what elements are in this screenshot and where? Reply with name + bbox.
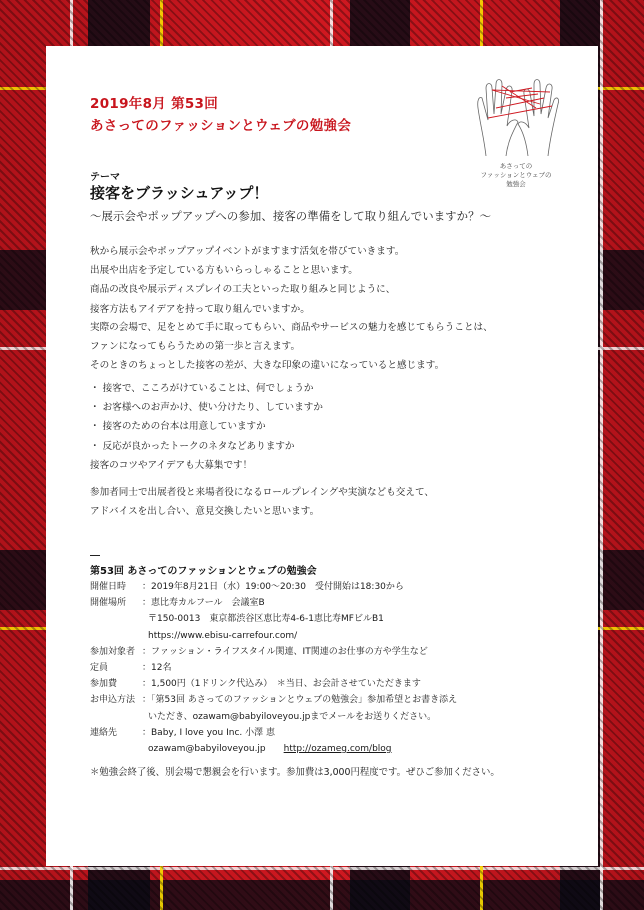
event-details [90, 579, 457, 757]
hands-illustration-icon [466, 68, 566, 160]
info-label: お申込方法 [90, 695, 136, 706]
info-value: ：Baby, I love you Inc. 小澤 恵 [142, 727, 275, 738]
theme-label: テーマ [90, 172, 120, 183]
info-row-contact-links [90, 741, 457, 757]
info-value: ：1,500円（1ドリンク代込み） ＊当日、お会計させていただきます [142, 679, 421, 690]
call-for-ideas: 接客のコツやアイデアも大募集です！ [90, 459, 253, 471]
intro-paragraph [90, 242, 404, 319]
info-row-fee [90, 676, 457, 692]
info-row-contact [90, 725, 457, 741]
logo-caption-line: あさっての [499, 162, 533, 170]
info-row-venue [90, 595, 457, 611]
logo-caption-line: ファッションとウェブの [480, 171, 552, 179]
info-value: いただき、ozawam@babyiloveyou.jpまでメールをお送りください。 [148, 711, 437, 722]
theme-subheading: 〜展示会やポップアップへの参加、接客の準備をして取り組んでいますか？〜 [90, 209, 492, 223]
info-label: 定員 [90, 663, 109, 674]
paragraph-line: 秋から展示会やポップアップイベントがますます活気を帯びていきます。 [90, 246, 405, 257]
info-value: ：2019年8月21日（水）19:00〜20:30 受付開始は18:30から [142, 582, 404, 592]
info-row-application [90, 692, 457, 708]
paragraph-line: 参加者同士で出展者役と来場者役になるロールプレイングや実演なども交えて、 [90, 487, 434, 498]
question-list [90, 379, 323, 475]
info-value: ：恵比寿カルフール 会議室B [142, 598, 265, 609]
info-label: 参加対象者 [90, 646, 136, 657]
info-row-venue-url [90, 628, 457, 644]
logo-caption-line: 勉強会 [506, 180, 526, 188]
info-label: 開催場所 [90, 598, 127, 609]
event-details-title: 第53回 あさってのファッションとウェブの勉強会 [90, 566, 317, 577]
paragraph-line: そのときのちょっとした接客の差が、大きな印象の違いになっていると感じます。 [90, 360, 445, 372]
info-value: 〒150-0013 東京都渋谷区恵比寿4-6-1恵比寿MFビルB1 [148, 614, 384, 625]
info-label: 連絡先 [90, 727, 118, 738]
info-row-address [90, 611, 457, 627]
paragraph-line: 接客方法もアイデアを持って取り組んでいますか。 [90, 303, 310, 315]
paragraph-line: 商品の改良や展示ディスプレイの工夫といった取り組みと同じように、 [90, 284, 396, 296]
paragraph-line: 出展や出店を予定している方もいらっしゃることと思います。 [90, 265, 358, 277]
theme-heading: 接客をブラッシュアップ！ [90, 184, 269, 202]
afterparty-note: ＊勉強会終了後、別会場で懇親会を行います。参加費は3,000円程度です。ぜひご参加ください。 [90, 767, 500, 778]
info-value: ：12名 [142, 663, 172, 674]
venue-paragraph [90, 318, 493, 376]
list-item: ・ 接客のための台本は用意していますか [90, 417, 323, 436]
hands-string-logo [466, 68, 566, 198]
venue-url-link[interactable]: https://www.ebisu-carrefour.com/ [148, 630, 298, 641]
event-series-title: あさってのファッションとウェブの勉強会 [90, 118, 352, 134]
section-divider [90, 555, 100, 556]
list-item: ・ お客様へのお声かけ、使い分けたり、していますか [90, 398, 323, 417]
blog-url-link[interactable]: http://ozameg.com/blog [283, 744, 392, 755]
flyer-sheet [46, 46, 598, 866]
info-row-date [90, 579, 457, 595]
paragraph-line: 実際の会場で、足をとめて手に取ってもらい、商品やサービスの魅力を感じてもらうことは、 [90, 322, 493, 333]
info-value: ：「第53回 あさってのファッションとウェブの勉強会」参加希望とお書き添え [142, 695, 458, 706]
logo-caption [466, 162, 566, 189]
contact-email-link[interactable]: ozawam@babyiloveyou.jp [148, 744, 266, 755]
list-item: ・ 反応が良かったトークのネタなどありますか [90, 437, 323, 456]
info-row-audience [90, 644, 457, 660]
roleplay-paragraph [90, 483, 434, 521]
info-row-capacity [90, 660, 457, 676]
info-label: 参加費 [90, 679, 118, 690]
event-date-title: 2019年8月 第53回 [90, 96, 219, 112]
paragraph-line: アドバイスを出し合い、意見交換したいと思います。 [90, 506, 320, 518]
paragraph-line: ファンになってもらうための第一歩と言えます。 [90, 341, 301, 353]
info-row-application-cont [90, 709, 457, 725]
list-item: ・ 接客で、こころがけていることは、何でしょうか [90, 379, 323, 398]
info-value: ：ファッション・ライフスタイル関連、IT関連のお仕事の方や学生など [142, 646, 428, 657]
info-label: 開催日時 [90, 582, 127, 592]
